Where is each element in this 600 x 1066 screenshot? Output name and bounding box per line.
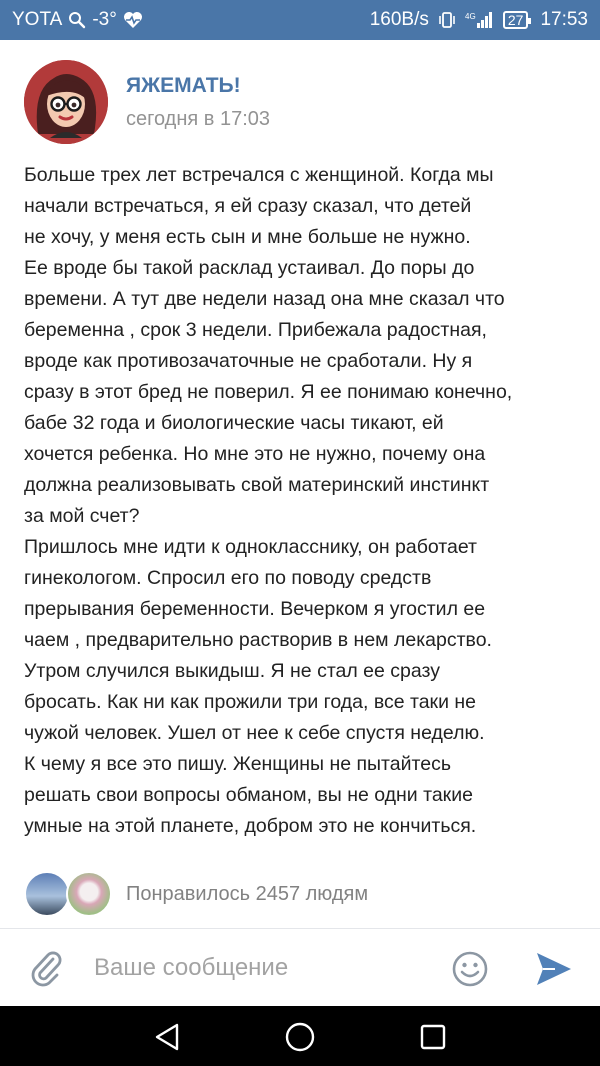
post-line: не хочу, у меня есть сын и мне больше не нужно. [24, 226, 471, 248]
post-line: беременна , срок 3 недели. Прибежала радостная, [24, 319, 487, 341]
post-line: бросать. Как ни как прожили три года, все таки не [24, 691, 477, 713]
liker-avatars [24, 868, 120, 920]
post-line: бабе 32 года и биологические часы тикают, ей [24, 412, 444, 434]
post-line: вроде как противозачаточные не сработали. Ну я [24, 350, 473, 372]
post-line: чужой человек. Ушел от нее к себе спустя неделю. [24, 722, 485, 744]
emoji-button[interactable] [450, 949, 490, 989]
community-avatar[interactable] [24, 60, 108, 144]
vibrate-icon [437, 11, 457, 29]
post-line: умные на этой планете, добром это не кончиться. [24, 815, 477, 837]
post-line: Утром случился выкидыш. Я не стал ее сразу [24, 660, 440, 682]
heart-pulse-icon [123, 11, 143, 29]
message-composer [0, 928, 600, 1006]
search-icon [68, 11, 86, 29]
post-line: Ее вроде бы такой расклад устаивал. До поры до [24, 257, 475, 279]
back-button[interactable] [150, 1020, 184, 1054]
post-line: должна реализовывать свой материнский инстинкт [24, 474, 490, 496]
likes-summary[interactable] [24, 868, 368, 920]
home-icon [284, 1021, 316, 1053]
network-speed: 160B/s [369, 9, 429, 30]
likes-count-text: Понравилось 2457 людям [126, 882, 369, 905]
post-line: прерывания беременности. Вечерком я угостил ее [24, 598, 486, 620]
post-line: Пришлось мне идти к однокласснику, он работает [24, 536, 477, 558]
home-button[interactable] [283, 1020, 317, 1054]
post-line: сразу в этот бред не поверил. Я ее понимаю конечно, [24, 381, 513, 403]
post-line: времени. А тут две недели назад она мне сказал что [24, 288, 505, 310]
post-header [24, 60, 584, 144]
back-icon [153, 1022, 181, 1052]
post-line: за мой счет? [24, 505, 140, 527]
clock: 17:53 [540, 9, 588, 30]
send-icon [535, 951, 573, 987]
temperature-label: -3° [92, 9, 117, 30]
attach-button[interactable] [26, 947, 66, 989]
post-line: К чему я все это пишу. Женщины не пытайтесь [24, 753, 451, 775]
post-line: чаем , предварительно растворив в нем лекарство. [24, 629, 492, 651]
carrier-label: YOTA [12, 9, 63, 30]
send-button[interactable] [534, 949, 574, 989]
status-bar [0, 0, 600, 40]
post-text [24, 160, 584, 842]
recent-apps-icon [419, 1023, 447, 1051]
post-line: начали встречаться, я ей сразу сказал, что детей [24, 195, 472, 217]
post-line: гинекологом. Спросил его по поводу средств [24, 567, 432, 589]
post-line: хочется ребенка. Но мне это не нужно, почему она [24, 443, 486, 465]
message-input[interactable] [94, 945, 434, 991]
battery-icon [503, 11, 529, 29]
post-time: сегодня в 17:03 [126, 107, 270, 130]
liker-avatar [24, 871, 70, 917]
community-name[interactable]: ЯЖЕМАТЬ! [126, 73, 241, 97]
recent-apps-button[interactable] [416, 1020, 450, 1054]
system-navigation-bar [0, 1006, 600, 1066]
attach-icon [29, 949, 63, 987]
liker-avatar [66, 871, 112, 917]
signal-icon [465, 11, 495, 29]
post-line: Больше трех лет встречался с женщиной. Когда мы [24, 164, 494, 186]
post-line: решать свои вопросы обманом, вы не одни такие [24, 784, 473, 806]
battery-level: 27 [507, 12, 524, 28]
network-type: 4G [464, 12, 476, 21]
emoji-icon [451, 950, 489, 988]
